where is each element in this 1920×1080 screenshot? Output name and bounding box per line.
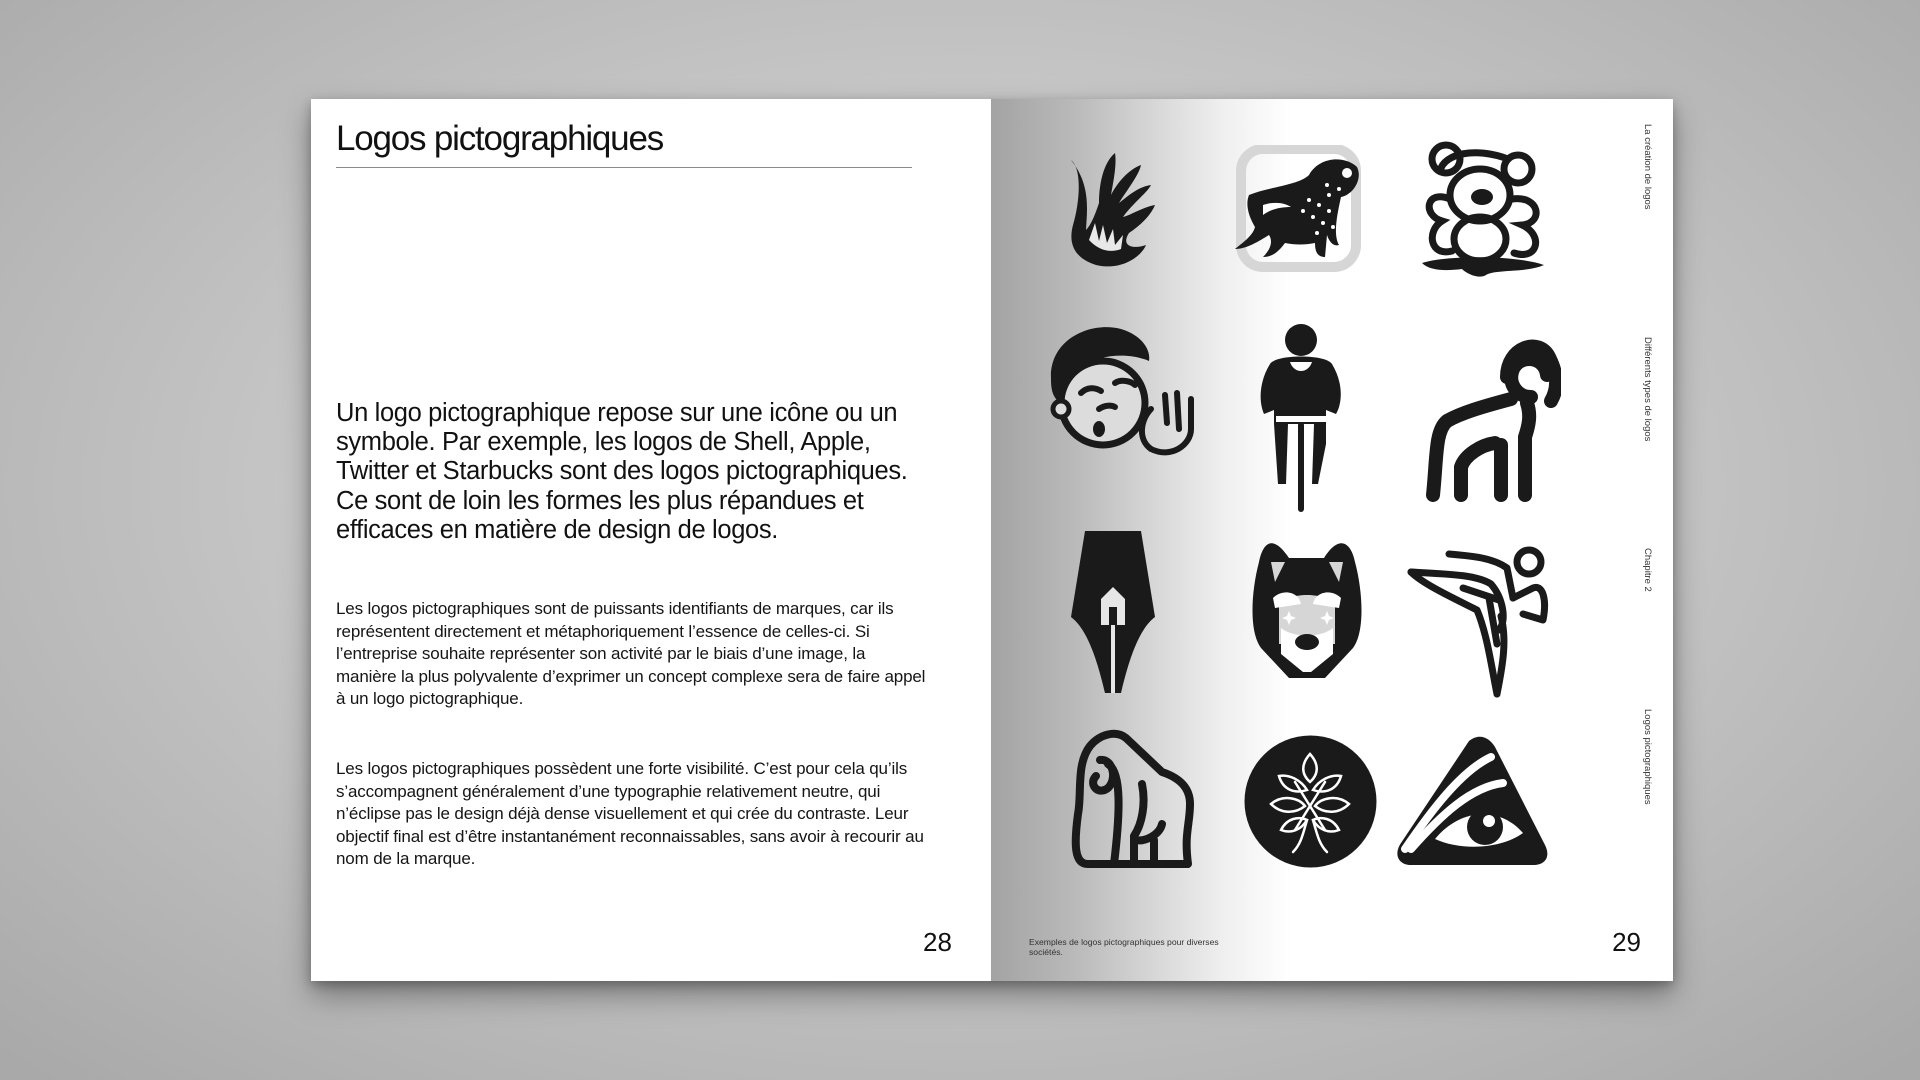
running-head: Chapitre 2 <box>1642 548 1653 592</box>
ram-icon <box>1421 327 1561 507</box>
book-spread <box>311 99 1673 981</box>
body-paragraph: Les logos pictographiques sont de puissants identifiants de marques, car ils représentent directement et métaphoriquement l’essence de celles-ci. Si l’entreprise souhaite représenter son activité par le biais d’une image, la manière la plus polyvalente d’exprimer un concept complexe sera de faire appel à un logo pictographique. <box>336 599 926 708</box>
hands-icon <box>1051 145 1161 275</box>
page-title: Logos pictographiques <box>336 119 664 158</box>
page-right <box>991 99 1673 981</box>
body-paragraph: Les logos pictographiques possèdent une forte visibilité. C’est pour cela qu’ils s’accompagnent généralement d’une typographie relativement neutre, qui n’éclipse pas le design déjà dense visuellement et qui crée du contraste. Leur objectif final est d’être instantanément reconnaissables, sans avoir à recourir au nom de la marque. <box>336 759 924 868</box>
running-head: Logos pictographiques <box>1642 709 1653 805</box>
karate-kick-icon <box>1403 544 1553 704</box>
page-number: 29 <box>1612 927 1641 957</box>
teddy-bear-icon <box>1416 139 1551 279</box>
title-rule <box>336 167 912 168</box>
gorilla-icon <box>1066 724 1196 869</box>
page-left <box>311 99 991 981</box>
running-head: La création de logos <box>1642 124 1653 210</box>
husky-icon <box>1249 532 1364 682</box>
lead-paragraph: Un logo pictographique repose sur une icône ou un symbole. Par exemple, les logos de Shell, Apple, Twitter et Starbucks sont des logos pictographiques. Ce sont de loin les formes les plus répandues et efficaces en matière de design de logos. <box>336 399 908 544</box>
cyclist-icon <box>1256 324 1346 514</box>
lion-icon <box>1229 145 1364 275</box>
whisper-face-icon <box>1041 319 1206 469</box>
celtic-tree-icon <box>1243 734 1378 869</box>
page-number: 28 <box>923 927 952 957</box>
eye-triangle-icon <box>1391 731 1551 871</box>
pen-nib-house-icon <box>1069 529 1157 694</box>
running-head: Différents types de logos <box>1642 337 1653 442</box>
figure-caption: Exemples de logos pictographiques pour diverses sociétés. <box>1029 937 1219 957</box>
